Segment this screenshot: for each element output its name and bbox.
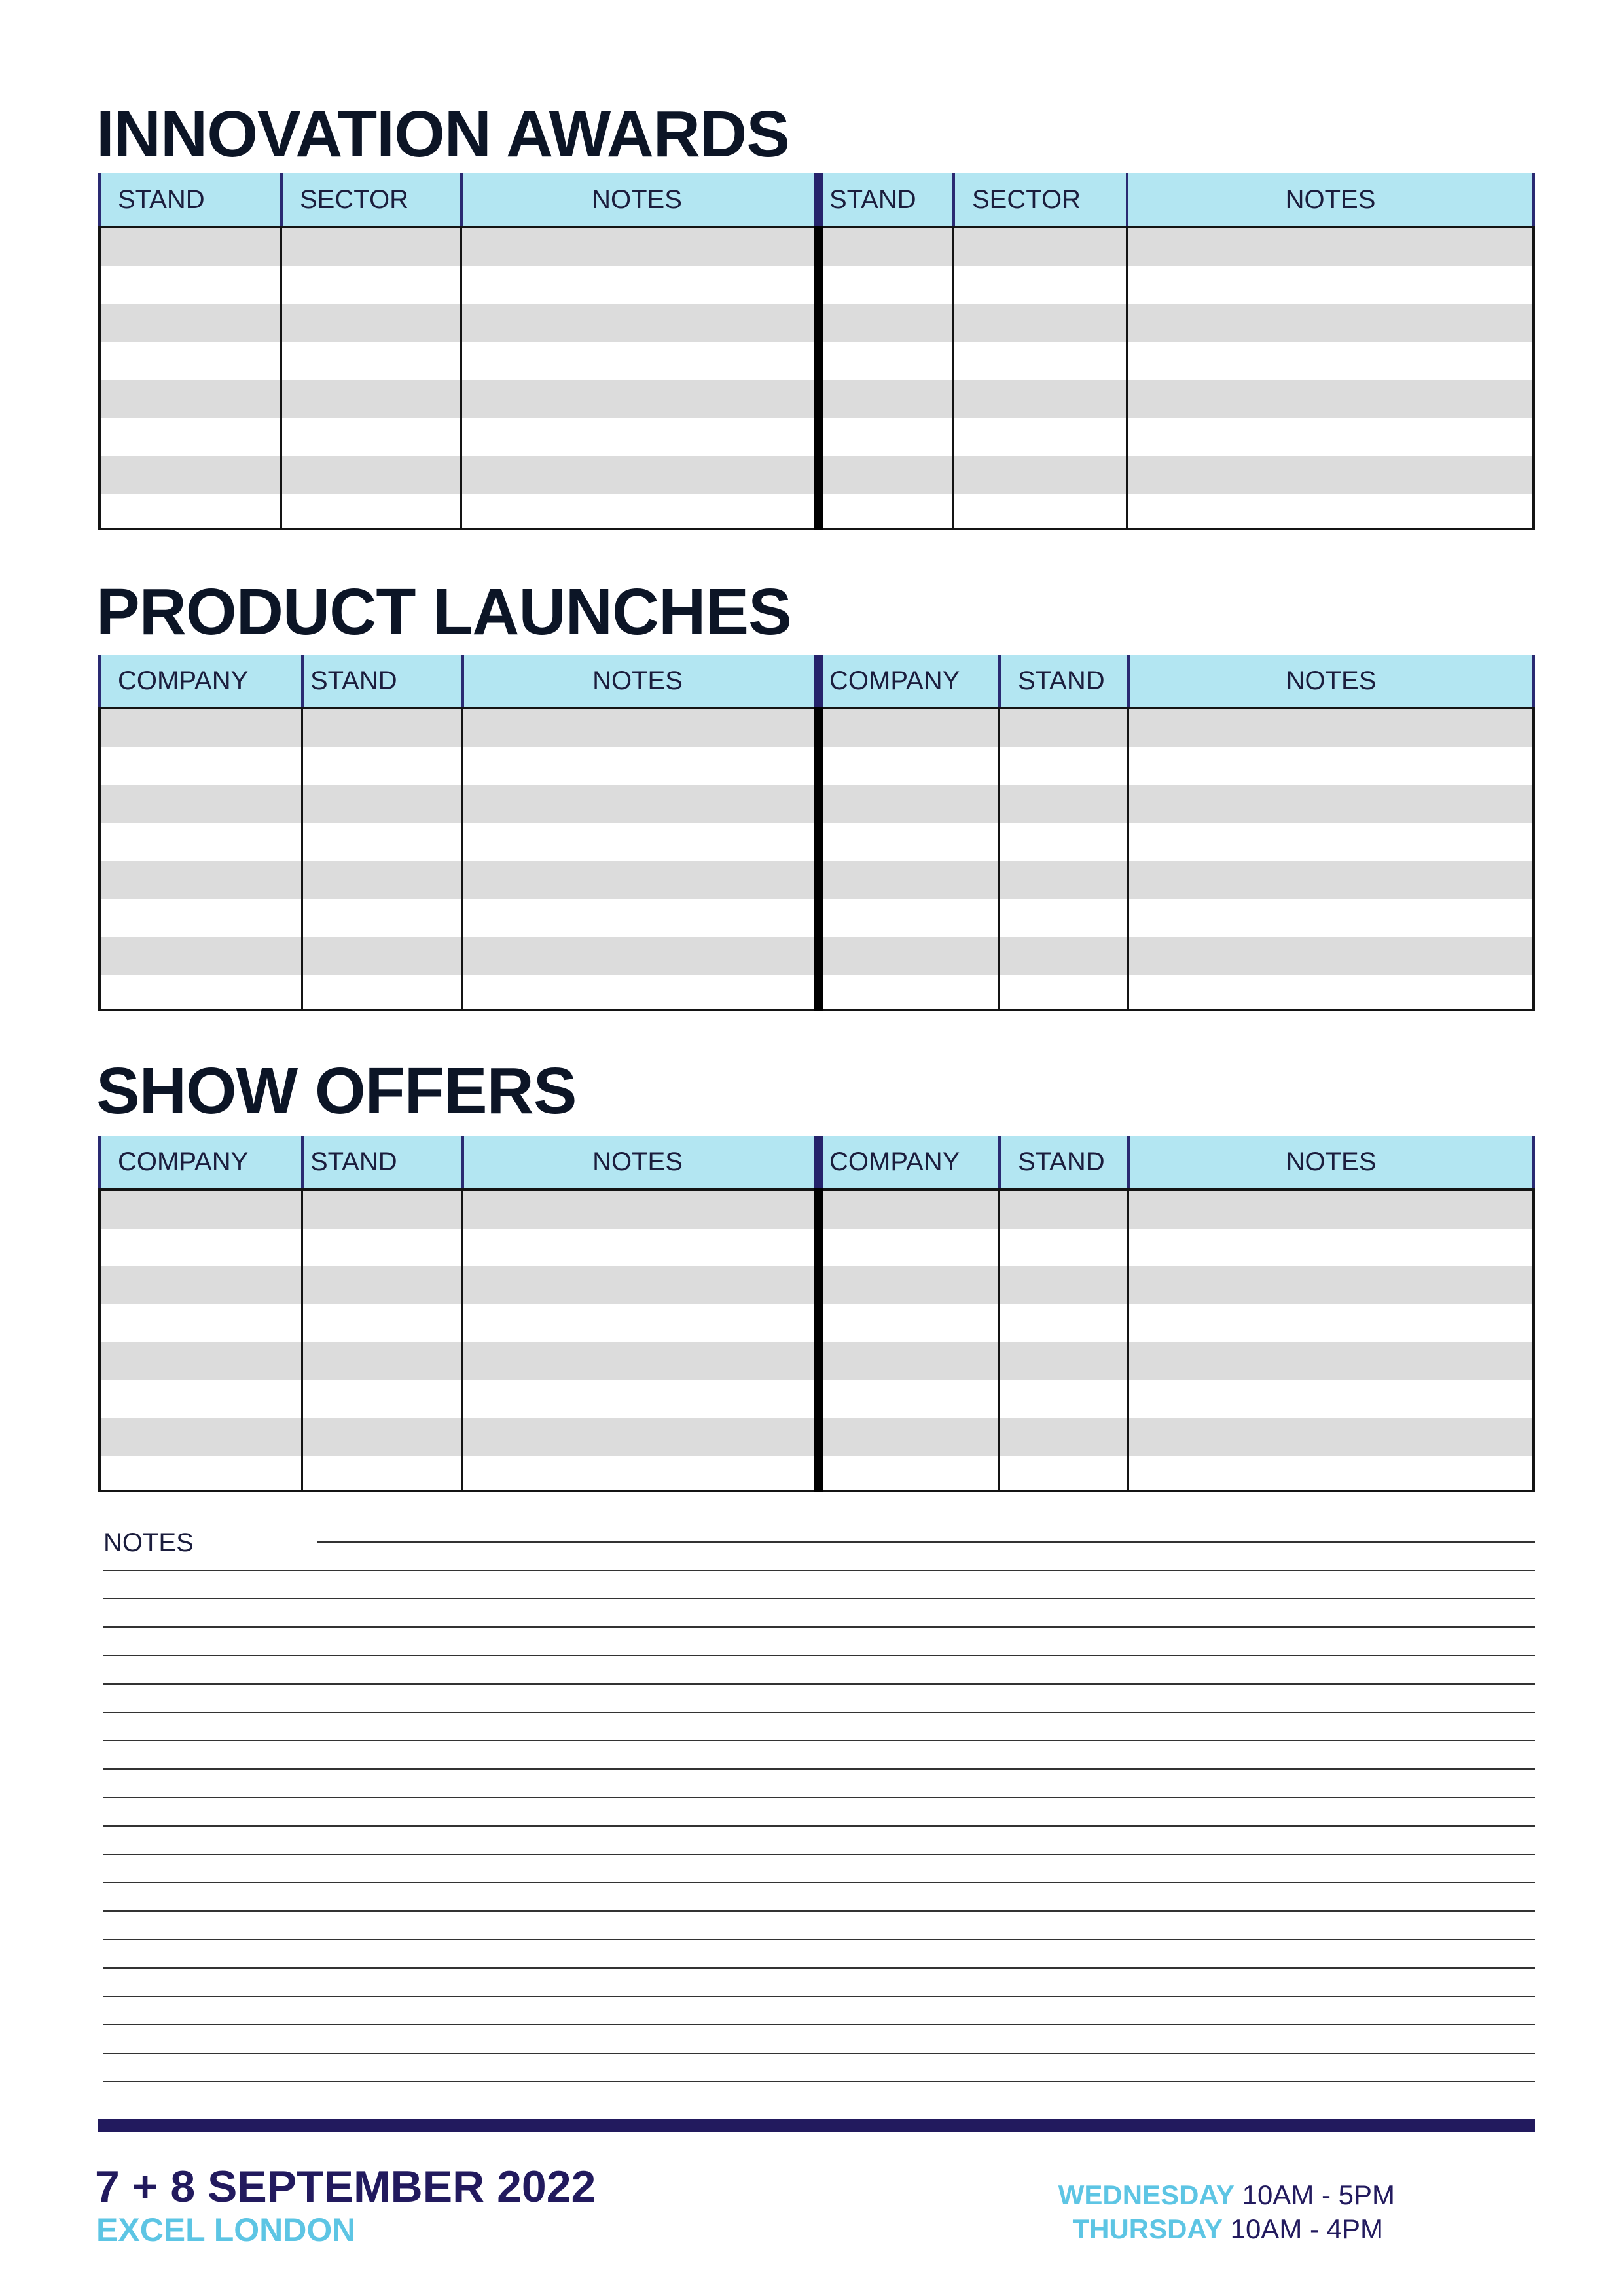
note-line[interactable] [103,1939,1535,1940]
event-date: 7 + 8 SEPTEMBER 2022 [95,2162,596,2212]
note-line[interactable] [103,2024,1535,2025]
note-line[interactable] [103,1570,1535,1571]
column-header: STAND [829,185,916,214]
hours-time: 10AM - 4PM [1230,2214,1383,2244]
note-line[interactable] [103,1655,1535,1656]
column-header: NOTES [592,1147,683,1176]
innovation-awards-table [98,173,1535,530]
section-title-product-launches: PRODUCT LAUNCHES [96,575,791,649]
hours-day: THURSDAY [1072,2214,1223,2244]
column-header: NOTES [592,666,683,695]
note-line[interactable] [103,1683,1535,1685]
opening-hours-wednesday [1058,2179,1395,2211]
hours-time: 10AM - 5PM [1242,2179,1395,2210]
column-header: COMPANY [829,666,960,695]
note-line[interactable] [103,1797,1535,1798]
column-header: COMPANY [118,1147,249,1176]
column-header: NOTES [1286,666,1377,695]
footer-divider [98,2119,1535,2132]
note-line[interactable] [103,1712,1535,1713]
column-header: SECTOR [972,185,1081,214]
section-title-innovation-awards: INNOVATION AWARDS [96,98,789,171]
note-line[interactable] [103,1996,1535,1997]
note-line[interactable] [103,1598,1535,1599]
column-header: STAND [310,1147,397,1176]
note-line[interactable] [103,2053,1535,2054]
note-line[interactable] [103,1740,1535,1741]
show-offers-table [98,1136,1535,1492]
column-header: STAND [118,185,205,214]
opening-hours-thursday [1072,2214,1383,2245]
note-line[interactable] [103,1910,1535,1912]
column-header: STAND [1018,1147,1105,1176]
note-line[interactable] [103,1768,1535,1770]
column-header: NOTES [592,185,682,214]
note-line[interactable] [103,1626,1535,1628]
column-header: COMPANY [829,1147,960,1176]
column-header: STAND [310,666,397,695]
column-header: STAND [1018,666,1105,695]
column-header: COMPANY [118,666,249,695]
note-line[interactable] [103,1967,1535,1969]
note-line[interactable] [103,2081,1535,2082]
column-header: NOTES [1285,185,1376,214]
section-title-show-offers: SHOW OFFERS [96,1054,577,1128]
product-launches-table [98,655,1535,1011]
note-line[interactable] [103,1854,1535,1855]
note-line[interactable] [103,1882,1535,1883]
note-line[interactable] [317,1541,1535,1543]
column-header: SECTOR [300,185,408,214]
note-line[interactable] [103,1825,1535,1827]
event-venue: EXCEL LONDON [96,2212,356,2248]
column-header: NOTES [1286,1147,1377,1176]
notes-label: NOTES [103,1528,194,1557]
hours-day: WEDNESDAY [1058,2179,1235,2210]
